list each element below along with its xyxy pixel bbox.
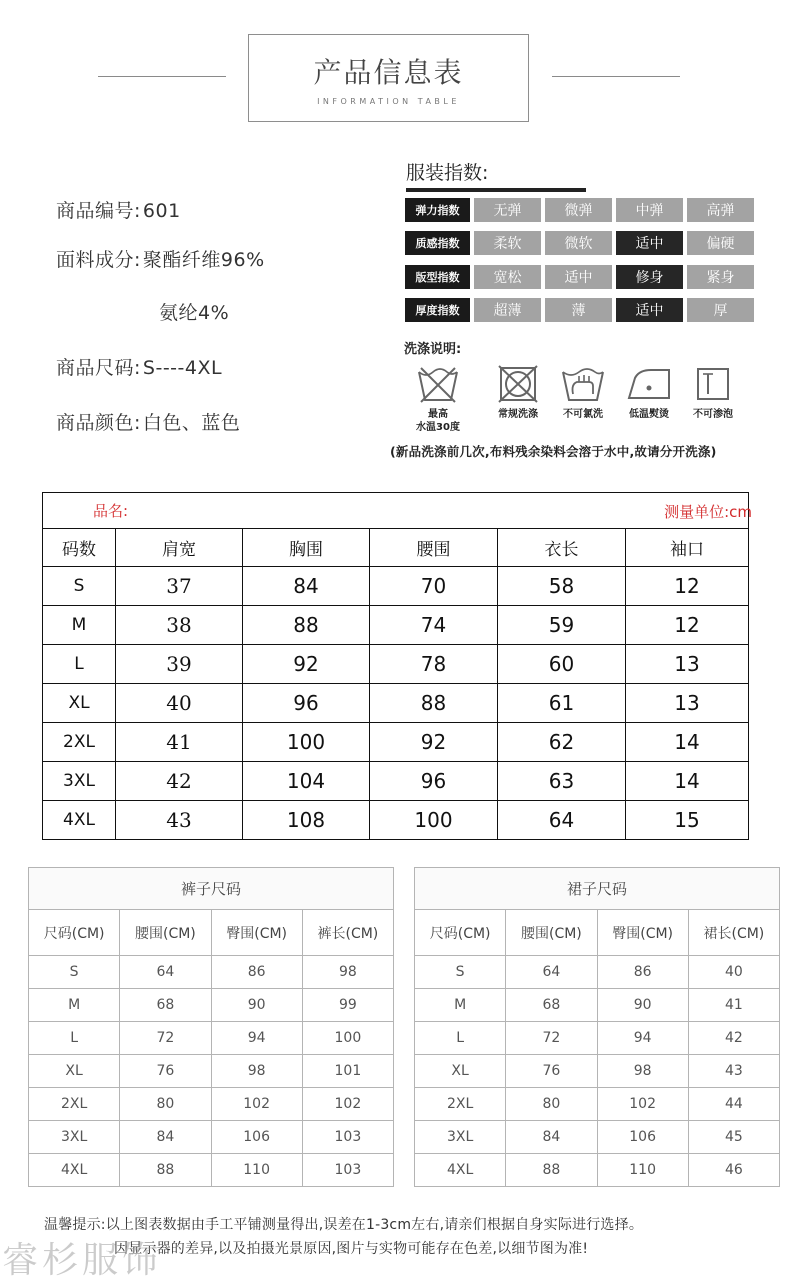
table-row bbox=[43, 645, 749, 684]
table-cell: 88 bbox=[120, 1154, 211, 1187]
wash-title: 洗涤说明: bbox=[404, 342, 462, 357]
wash-item bbox=[548, 364, 618, 421]
column-header: 袖口 bbox=[626, 529, 749, 567]
product-size-row bbox=[56, 353, 222, 380]
column-header: 臀围(CM) bbox=[597, 910, 688, 956]
table-cell: 2XL bbox=[43, 723, 116, 762]
table-cell: S bbox=[29, 956, 120, 989]
table-cell: 58 bbox=[498, 567, 626, 606]
table-cell: 106 bbox=[597, 1121, 688, 1154]
column-header: 腰围 bbox=[370, 529, 498, 567]
table-cell: 110 bbox=[597, 1154, 688, 1187]
table-cell: 41 bbox=[688, 989, 779, 1022]
column-header: 尺码(CM) bbox=[415, 910, 506, 956]
table-cell: 14 bbox=[626, 762, 749, 801]
garment-index-option: 薄 bbox=[545, 298, 612, 322]
table-row bbox=[43, 567, 749, 606]
table-cell: 45 bbox=[688, 1121, 779, 1154]
table-cell: 92 bbox=[243, 645, 370, 684]
table-cell: 4XL bbox=[43, 801, 116, 840]
table-cell: 88 bbox=[243, 606, 370, 645]
table-row bbox=[29, 1022, 394, 1055]
table-cell: 14 bbox=[626, 723, 749, 762]
header-box bbox=[248, 34, 529, 122]
tip-line-1: 温馨提示:以上图表数据由手工平铺测量得出,误差在1-3cm左右,请亲们根据自身实际进行选择。 bbox=[44, 1217, 644, 1233]
tip-line-2: 因显示器的差异,以及拍摄光景原因,图片与实物可能存在色差,以细节图为准! bbox=[114, 1241, 589, 1257]
garment-index-label: 质感指数 bbox=[405, 231, 470, 255]
table-cell: M bbox=[415, 989, 506, 1022]
column-header: 臀围(CM) bbox=[211, 910, 302, 956]
table-row bbox=[43, 762, 749, 801]
garment-index-option: 柔软 bbox=[474, 231, 541, 255]
fabric-value-1: 聚酯纤维96% bbox=[142, 249, 265, 271]
table-cell: 64 bbox=[506, 956, 597, 989]
column-header: 裙长(CM) bbox=[688, 910, 779, 956]
table-cell: 98 bbox=[211, 1055, 302, 1088]
table-cell: 88 bbox=[506, 1154, 597, 1187]
table-row bbox=[415, 989, 780, 1022]
garment-index-option-selected: 修身 bbox=[616, 265, 683, 289]
product-size-label: 商品尺码: bbox=[56, 357, 141, 379]
table-cell: 96 bbox=[243, 684, 370, 723]
table-row bbox=[29, 1121, 394, 1154]
table-cell: 86 bbox=[211, 956, 302, 989]
no-tumble-dry-icon bbox=[496, 364, 540, 404]
column-header: 码数 bbox=[43, 529, 116, 567]
no-soak-icon bbox=[691, 364, 735, 404]
table-cell: 84 bbox=[243, 567, 370, 606]
page-subtitle: INFORMATION TABLE bbox=[317, 97, 460, 106]
table-row bbox=[43, 801, 749, 840]
wash-item bbox=[403, 364, 473, 434]
table-cell: 110 bbox=[211, 1154, 302, 1187]
table-cell: 59 bbox=[498, 606, 626, 645]
table-cell: 44 bbox=[688, 1088, 779, 1121]
garment-index-option: 超薄 bbox=[474, 298, 541, 322]
skirt-size-table bbox=[414, 867, 780, 1187]
wash-caption: 不可渗泡 bbox=[693, 409, 733, 420]
table-cell: 99 bbox=[302, 989, 393, 1022]
garment-index-row bbox=[405, 265, 758, 289]
table-cell: 13 bbox=[626, 645, 749, 684]
table-cell: 86 bbox=[597, 956, 688, 989]
table-cell: 100 bbox=[243, 723, 370, 762]
wash-caption: 不可氯洗 bbox=[563, 409, 603, 420]
pants-size-table bbox=[28, 867, 394, 1187]
fabric-row-2 bbox=[159, 298, 229, 325]
table-cell: XL bbox=[29, 1055, 120, 1088]
table-row bbox=[43, 684, 749, 723]
table-cell: 84 bbox=[506, 1121, 597, 1154]
product-code-row bbox=[56, 196, 181, 223]
table-cell: L bbox=[43, 645, 116, 684]
table-cell: 15 bbox=[626, 801, 749, 840]
garment-index-row bbox=[405, 298, 758, 322]
size-table bbox=[42, 492, 749, 840]
table-cell: 3XL bbox=[29, 1121, 120, 1154]
table-cell: 76 bbox=[120, 1055, 211, 1088]
table-cell: 101 bbox=[302, 1055, 393, 1088]
garment-index-option: 适中 bbox=[545, 265, 612, 289]
wash-item bbox=[614, 364, 684, 421]
table-cell: 74 bbox=[370, 606, 498, 645]
table-cell: 98 bbox=[597, 1055, 688, 1088]
table-cell: L bbox=[29, 1022, 120, 1055]
table-cell: 62 bbox=[498, 723, 626, 762]
product-name-label: 品名: bbox=[43, 493, 749, 529]
table-cell: 40 bbox=[688, 956, 779, 989]
table-cell: 94 bbox=[597, 1022, 688, 1055]
table-cell: 80 bbox=[120, 1088, 211, 1121]
wash-item bbox=[483, 364, 553, 421]
product-color-row bbox=[56, 408, 240, 435]
table-cell: 70 bbox=[370, 567, 498, 606]
garment-index-title: 服装指数: bbox=[406, 162, 489, 184]
table-cell: XL bbox=[43, 684, 116, 723]
garment-index-option: 中弹 bbox=[616, 198, 683, 222]
garment-index-option: 宽松 bbox=[474, 265, 541, 289]
table-row bbox=[29, 1154, 394, 1187]
page-title: 产品信息表 bbox=[313, 56, 464, 89]
table-cell: S bbox=[415, 956, 506, 989]
table-row bbox=[43, 606, 749, 645]
garment-index-option: 厚 bbox=[687, 298, 754, 322]
table-cell: XL bbox=[415, 1055, 506, 1088]
table-cell: 61 bbox=[498, 684, 626, 723]
table-header-row bbox=[43, 529, 749, 567]
table-row bbox=[43, 723, 749, 762]
table-cell: 102 bbox=[211, 1088, 302, 1121]
table-header-row bbox=[29, 910, 394, 956]
table-cell: 68 bbox=[120, 989, 211, 1022]
product-size-value: S----4XL bbox=[142, 357, 223, 379]
table-cell: 84 bbox=[120, 1121, 211, 1154]
table-cell: 108 bbox=[243, 801, 370, 840]
table-cell: 103 bbox=[302, 1154, 393, 1187]
table-cell: 64 bbox=[498, 801, 626, 840]
wash-caption-2: 水温30度 bbox=[416, 422, 460, 433]
table-row bbox=[29, 1055, 394, 1088]
table-cell: 37 bbox=[116, 567, 243, 606]
table-row bbox=[415, 1088, 780, 1121]
table-cell: M bbox=[29, 989, 120, 1022]
table-cell: L bbox=[415, 1022, 506, 1055]
table-cell: 42 bbox=[116, 762, 243, 801]
column-header: 腰围(CM) bbox=[506, 910, 597, 956]
column-header: 尺码(CM) bbox=[29, 910, 120, 956]
wash-caption: 低温熨烫 bbox=[629, 409, 669, 420]
table-cell: 39 bbox=[116, 645, 243, 684]
table-cell: 13 bbox=[626, 684, 749, 723]
table-cell: 46 bbox=[688, 1154, 779, 1187]
watermark: 睿杉服饰 bbox=[2, 1240, 163, 1278]
table-cell: 41 bbox=[116, 723, 243, 762]
column-header: 肩宽 bbox=[116, 529, 243, 567]
table-cell: 78 bbox=[370, 645, 498, 684]
table-cell: 60 bbox=[498, 645, 626, 684]
table-cell: 98 bbox=[302, 956, 393, 989]
table-header-row bbox=[415, 910, 780, 956]
product-color-value: 白色、蓝色 bbox=[142, 412, 241, 434]
table-cell: 38 bbox=[116, 606, 243, 645]
product-code-value: 601 bbox=[142, 200, 181, 222]
table-cell: 40 bbox=[116, 684, 243, 723]
table-cell: 76 bbox=[506, 1055, 597, 1088]
garment-index-label: 厚度指数 bbox=[405, 298, 470, 322]
table-cell: 4XL bbox=[415, 1154, 506, 1187]
wash-30-icon bbox=[415, 364, 461, 404]
garment-index-option: 无弹 bbox=[474, 198, 541, 222]
table-cell: 2XL bbox=[29, 1088, 120, 1121]
table-row bbox=[415, 1154, 780, 1187]
fabric-label: 面料成分: bbox=[56, 249, 141, 271]
table-cell: 12 bbox=[626, 606, 749, 645]
table-cell: 64 bbox=[120, 956, 211, 989]
table-cell: 43 bbox=[688, 1055, 779, 1088]
table-cell: 80 bbox=[506, 1088, 597, 1121]
table-title-row bbox=[415, 868, 780, 910]
table-cell: 12 bbox=[626, 567, 749, 606]
column-header: 腰围(CM) bbox=[120, 910, 211, 956]
table-cell: 100 bbox=[302, 1022, 393, 1055]
garment-index-option: 微弹 bbox=[545, 198, 612, 222]
header-line-right bbox=[552, 76, 680, 77]
garment-index-option: 偏硬 bbox=[687, 231, 754, 255]
table-cell: 3XL bbox=[415, 1121, 506, 1154]
table-cell: 90 bbox=[597, 989, 688, 1022]
table-cell: 2XL bbox=[415, 1088, 506, 1121]
table-cell: 42 bbox=[688, 1022, 779, 1055]
header-line-left bbox=[98, 76, 226, 77]
table-cell: 3XL bbox=[43, 762, 116, 801]
wash-note: (新品洗涤前几次,布料残余染料会溶于水中,故请分开洗涤) bbox=[390, 444, 717, 459]
table-title: 裙子尺码 bbox=[415, 868, 780, 910]
garment-index-option-selected: 适中 bbox=[616, 231, 683, 255]
table-cell: 104 bbox=[243, 762, 370, 801]
table-row bbox=[29, 956, 394, 989]
garment-index-label: 弹力指数 bbox=[405, 198, 470, 222]
wash-caption: 常规洗涤 bbox=[498, 409, 538, 420]
garment-index-row bbox=[405, 198, 758, 222]
column-header: 胸围 bbox=[243, 529, 370, 567]
garment-index-option: 微软 bbox=[545, 231, 612, 255]
table-cell: 102 bbox=[597, 1088, 688, 1121]
table-title-row bbox=[29, 868, 394, 910]
table-cell: 96 bbox=[370, 762, 498, 801]
table-cell: 90 bbox=[211, 989, 302, 1022]
table-cell: 72 bbox=[506, 1022, 597, 1055]
table-title: 裤子尺码 bbox=[29, 868, 394, 910]
measure-unit-label: 测量单位:cm bbox=[664, 503, 752, 521]
table-row bbox=[29, 1088, 394, 1121]
garment-index-underline bbox=[406, 188, 586, 192]
table-cell: 103 bbox=[302, 1121, 393, 1154]
wash-caption: 最高 bbox=[428, 409, 448, 420]
table-row bbox=[415, 1121, 780, 1154]
garment-index-option: 高弹 bbox=[687, 198, 754, 222]
table-caption-row bbox=[43, 493, 749, 529]
table-cell: 4XL bbox=[29, 1154, 120, 1187]
table-cell: 102 bbox=[302, 1088, 393, 1121]
table-cell: 94 bbox=[211, 1022, 302, 1055]
table-cell: M bbox=[43, 606, 116, 645]
table-row bbox=[415, 1055, 780, 1088]
garment-index-row bbox=[405, 231, 758, 255]
table-cell: 88 bbox=[370, 684, 498, 723]
fabric-row bbox=[56, 245, 265, 272]
garment-index-option-selected: 适中 bbox=[616, 298, 683, 322]
table-cell: 100 bbox=[370, 801, 498, 840]
table-cell: 92 bbox=[370, 723, 498, 762]
table-cell: 43 bbox=[116, 801, 243, 840]
table-cell: 63 bbox=[498, 762, 626, 801]
table-row bbox=[415, 956, 780, 989]
column-header: 裤长(CM) bbox=[302, 910, 393, 956]
column-header: 衣长 bbox=[498, 529, 626, 567]
low-iron-icon bbox=[625, 364, 673, 404]
product-code-label: 商品编号: bbox=[56, 200, 141, 222]
hand-wash-icon bbox=[559, 364, 607, 404]
table-row bbox=[415, 1022, 780, 1055]
table-cell: S bbox=[43, 567, 116, 606]
table-row bbox=[29, 989, 394, 1022]
wash-item bbox=[678, 364, 748, 421]
product-color-label: 商品颜色: bbox=[56, 412, 141, 434]
garment-index-label: 版型指数 bbox=[405, 265, 470, 289]
garment-index-option: 紧身 bbox=[687, 265, 754, 289]
table-cell: 106 bbox=[211, 1121, 302, 1154]
table-cell: 68 bbox=[506, 989, 597, 1022]
table-cell: 72 bbox=[120, 1022, 211, 1055]
fabric-value-2: 氨纶4% bbox=[159, 302, 230, 324]
